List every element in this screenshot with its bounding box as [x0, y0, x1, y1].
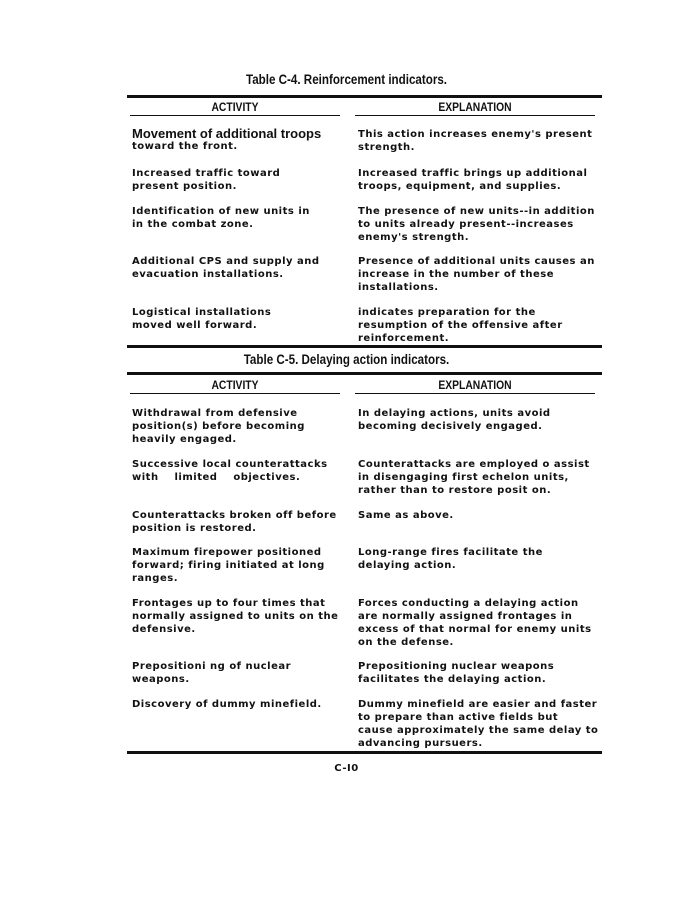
table-c5-header-explanation-underline: [355, 393, 595, 394]
cell-line: are normally assigned frontages in: [358, 611, 573, 622]
cell-line: moved well forward.: [132, 320, 258, 331]
table-c4-top-rule: [127, 95, 602, 98]
cell-line: weapons.: [132, 674, 190, 685]
table-c4-header-explanation-underline: [355, 115, 595, 116]
cell-line: Logistical installations: [132, 307, 272, 318]
cell-line: facilitates the delaying action.: [358, 674, 547, 685]
cell-line: Maximum firepower positioned: [132, 547, 322, 558]
table-c5-row-activity: [132, 546, 344, 585]
cell-line: Prepositioni ng of nuclear: [132, 661, 292, 672]
table-c4-row-activity: [132, 205, 344, 231]
table-c5-row-activity: [132, 597, 344, 636]
cell-line: Increased traffic brings up additional: [358, 168, 588, 179]
table-c5-row-explanation: [358, 407, 598, 433]
cell-line: position(s) before becoming: [132, 421, 305, 432]
table-c5-row-activity: [132, 660, 344, 686]
table-c5-row-activity: [132, 509, 344, 535]
cell-line: evacuation installations.: [132, 269, 284, 280]
table-c4-row-explanation: [358, 306, 598, 345]
cell-line: toward the front.: [132, 141, 238, 152]
table-c5-row-explanation: [358, 698, 598, 750]
cell-line: Long-range fires facilitate the: [358, 547, 543, 558]
cell-line: on the defense.: [358, 637, 454, 648]
cell-line: heavily engaged.: [132, 434, 237, 445]
table-c4-header-activity-underline: [130, 115, 340, 116]
table-c4-row-explanation: [358, 255, 598, 294]
cell-line: advancing pursuers.: [358, 738, 483, 749]
cell-line: installations.: [358, 282, 439, 293]
cell-line: resumption of the offensive after: [358, 320, 563, 331]
table-c4-row-explanation: [358, 167, 598, 193]
table-c5-bottom-rule: [127, 751, 602, 754]
page-number: C-I0: [334, 763, 359, 774]
cell-line: The presence of new units--in addition: [358, 206, 595, 217]
table-c4-title: Table C-4. Reinforcement indicators.: [245, 72, 448, 87]
table-c5-row-activity: [132, 698, 344, 711]
table-c5-row-explanation: [358, 660, 598, 686]
cell-line: in the combat zone.: [132, 219, 254, 230]
table-c5-header-explanation: EXPLANATION: [438, 378, 512, 392]
cell-line: Frontages up to four times that: [132, 598, 326, 609]
cell-line: troops, equipment, and supplies.: [358, 181, 562, 192]
cell-line: Increased traffic toward: [132, 168, 281, 179]
cell-line: becoming decisively engaged.: [358, 421, 543, 432]
table-c4-row-activity: [132, 167, 344, 193]
cell-line: cause approximately the same delay to: [358, 725, 599, 736]
table-c5-row-activity: [132, 458, 344, 484]
cell-line: forward; firing initiated at long: [132, 560, 325, 571]
cell-line: Dummy minefield are easier and faster: [358, 699, 598, 710]
cell-line: ranges.: [132, 573, 178, 584]
cell-line: reinforcement.: [358, 333, 450, 344]
table-c4-header-activity: ACTIVITY: [211, 100, 259, 114]
table-c5-row-activity: [132, 407, 344, 446]
cell-line: normally assigned to units on the: [132, 611, 339, 622]
cell-line: Counterattacks are employed o assist: [358, 459, 590, 470]
table-c5-row-explanation: [358, 458, 598, 497]
cell-line: strength.: [358, 142, 415, 153]
cell-line: Movement of additional troops: [132, 126, 322, 141]
table-c4-row-activity: [132, 255, 344, 281]
table-c5-top-rule: [127, 372, 602, 375]
cell-line: Forces conducting a delaying action: [358, 598, 579, 609]
table-c4-row-explanation: [358, 128, 598, 154]
cell-line: enemy's strength.: [358, 232, 470, 243]
cell-line: increase in the number of these: [358, 269, 554, 280]
table-c5-header-activity: ACTIVITY: [211, 378, 259, 392]
table-c4-header-explanation: EXPLANATION: [438, 100, 512, 114]
cell-line: with limited objectives.: [132, 472, 301, 483]
cell-line: indicates preparation for the: [358, 307, 536, 318]
cell-line: present position.: [132, 181, 237, 192]
cell-line: defensive.: [132, 624, 196, 635]
cell-line: Prepositioning nuclear weapons: [358, 661, 555, 672]
cell-line: to units already present--increases: [358, 219, 574, 230]
cell-line: delaying action.: [358, 560, 457, 571]
cell-line: position is restored.: [132, 523, 257, 534]
cell-line: Discovery of dummy minefield.: [132, 699, 322, 710]
cell-line: Same as above.: [358, 510, 454, 521]
table-c4-row-activity: [132, 306, 344, 332]
cell-line: Identification of new units in: [132, 206, 310, 217]
cell-line: Counterattacks broken off before: [132, 510, 337, 521]
cell-line: in disengaging first echelon units,: [358, 472, 569, 483]
cell-line: Withdrawal from defensive: [132, 408, 298, 419]
cell-line: Presence of additional units causes an: [358, 256, 595, 267]
table-c5-row-explanation: [358, 546, 598, 572]
cell-line: Successive local counterattacks: [132, 459, 328, 470]
table-c4-bottom-rule: [127, 345, 602, 348]
cell-line: Additional CPS and supply and: [132, 256, 320, 267]
cell-line: In delaying actions, units avoid: [358, 408, 551, 419]
cell-line: rather than to restore posit on.: [358, 485, 552, 496]
table-c5-row-explanation: [358, 597, 598, 649]
cell-line: This action increases enemy's present: [358, 129, 593, 140]
cell-line: to prepare than active fields but: [358, 712, 559, 723]
table-c5-header-activity-underline: [130, 393, 340, 394]
cell-line: excess of that normal for enemy units: [358, 624, 592, 635]
table-c5-title: Table C-5. Delaying action indicators.: [243, 352, 450, 367]
table-c4-row-explanation: [358, 205, 598, 244]
table-c4-row-activity: [132, 127, 344, 153]
table-c5-row-explanation: [358, 509, 598, 522]
